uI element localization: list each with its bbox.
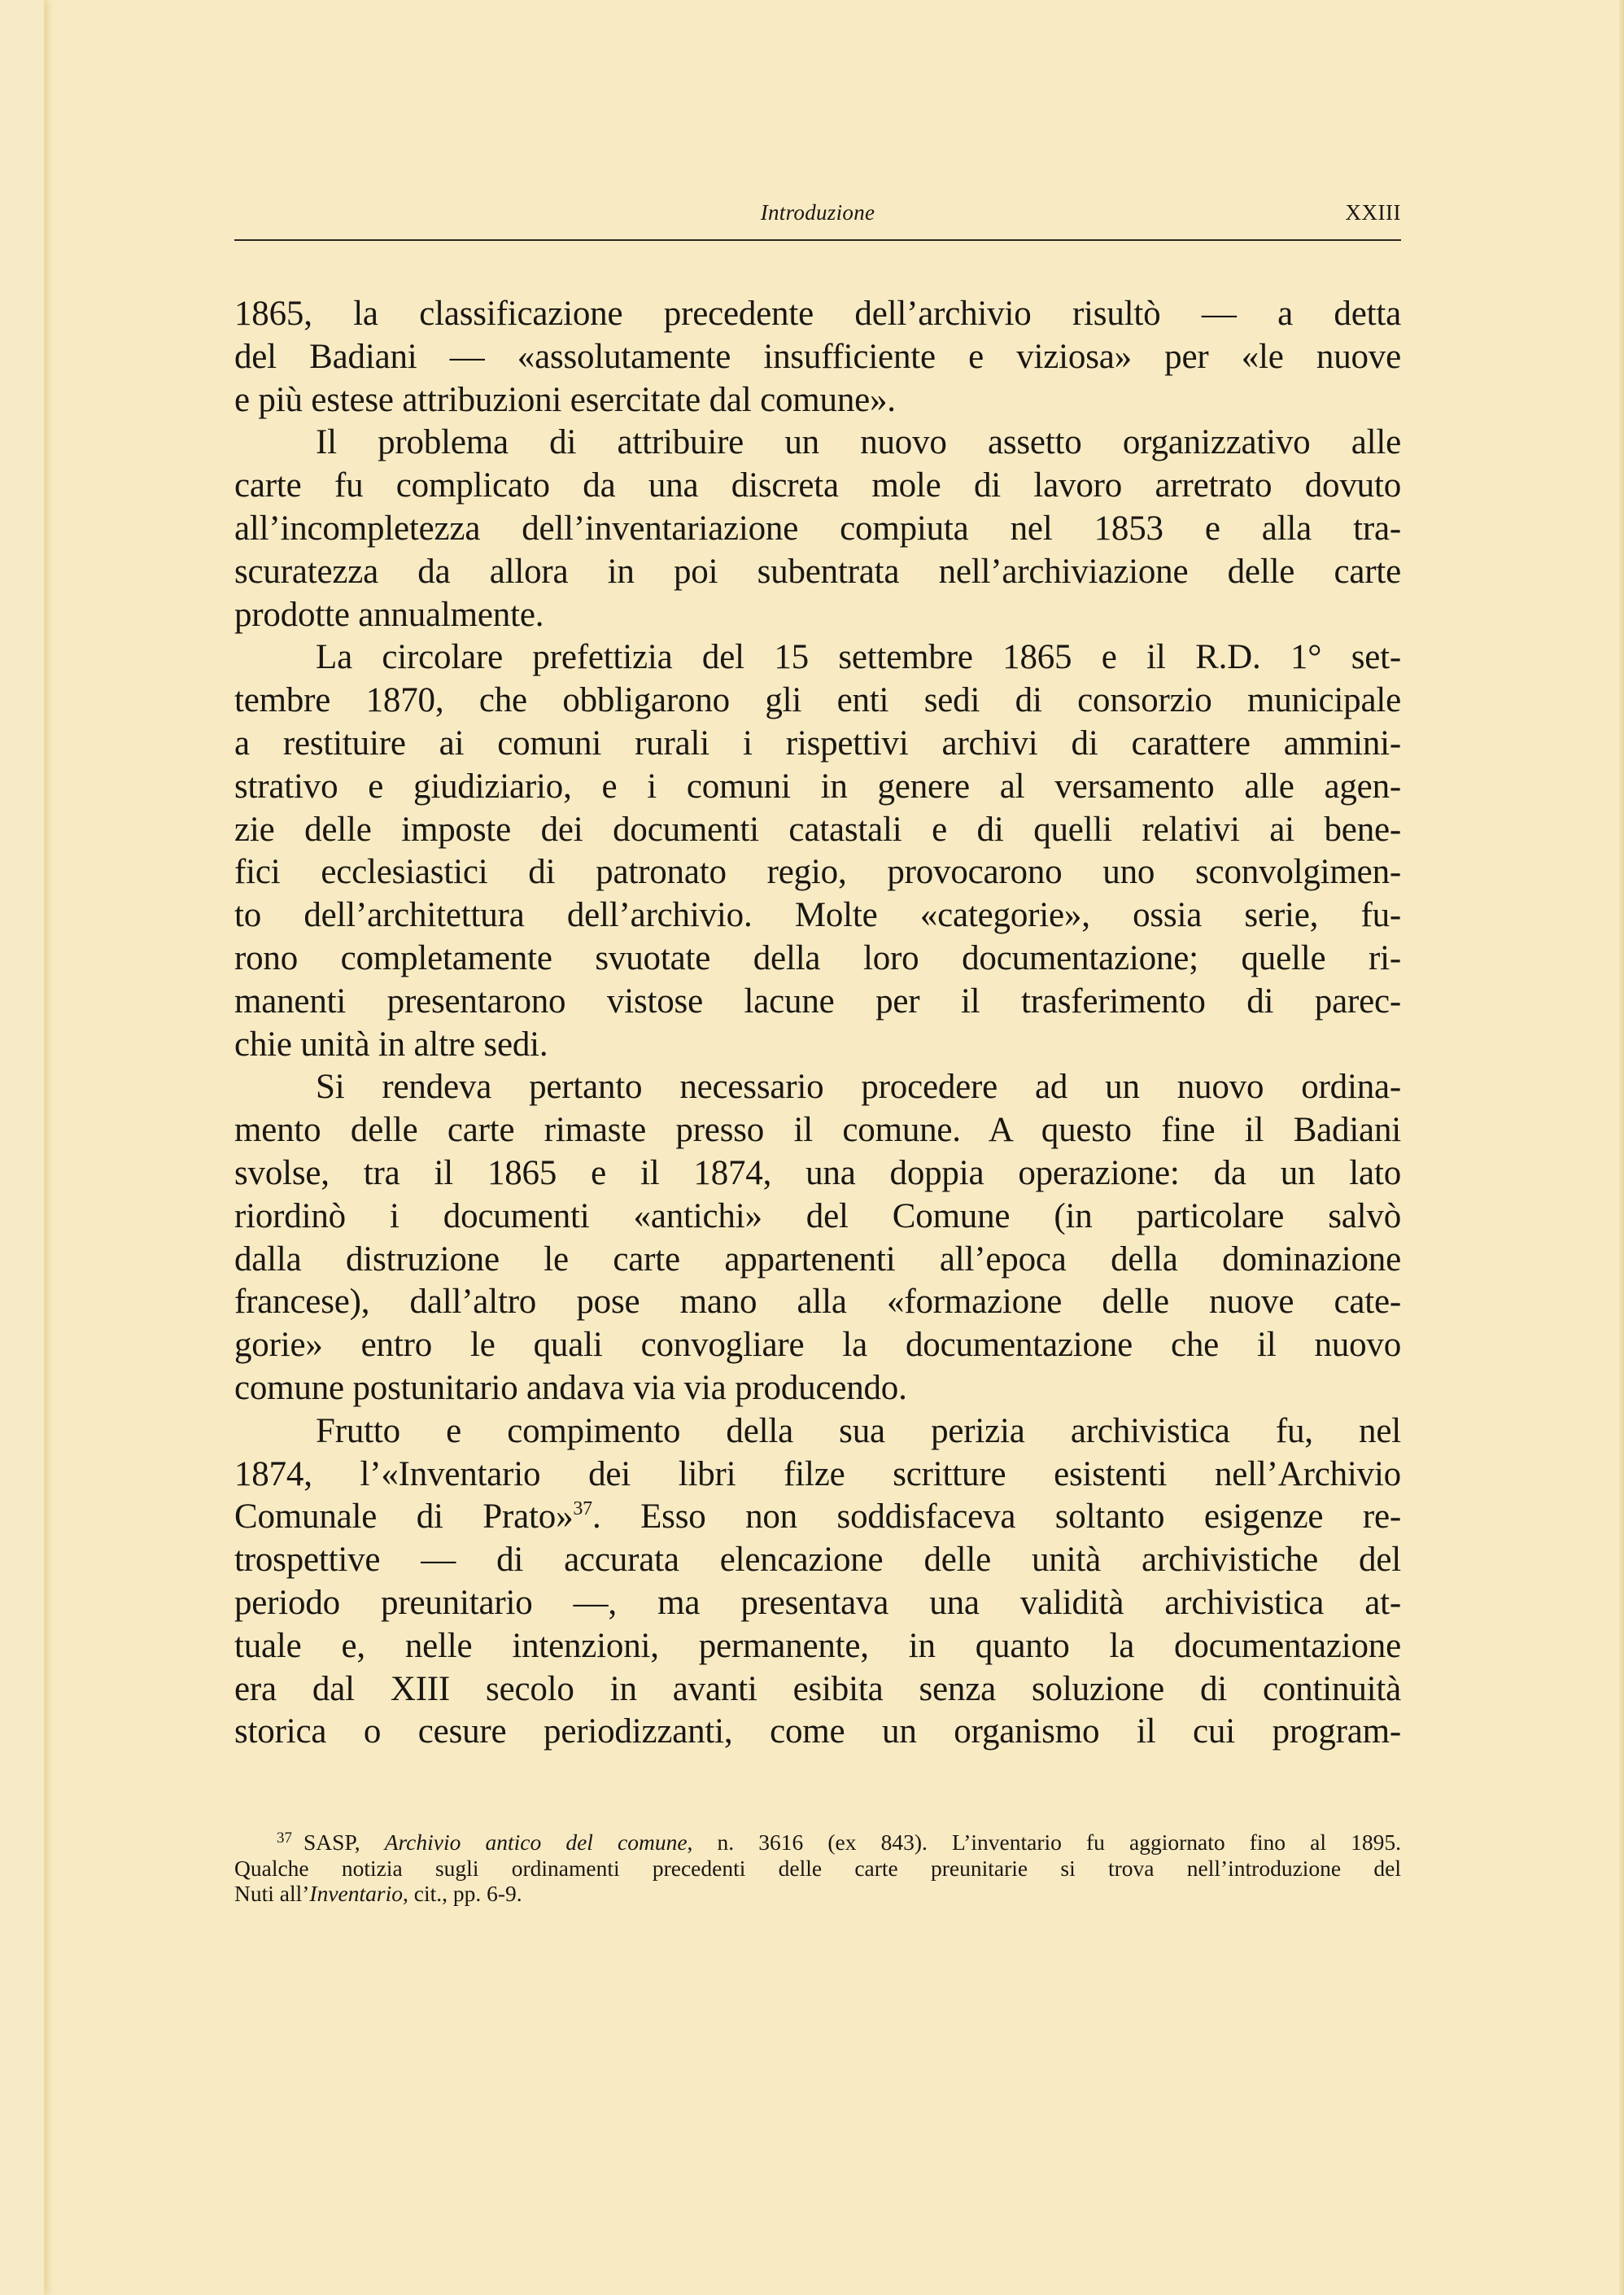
running-head-title: Introduzione <box>760 200 875 225</box>
page-number: XXIII <box>1345 200 1401 225</box>
paragraph-start-line: Si rendeva pertanto necessario procedere ad un nuovo ordina- <box>316 1068 1401 1107</box>
text-line: to dell’architettura dell’archivio. Molte «categorie», ossia serie, fu- <box>234 896 1401 935</box>
footnote-text: , n. 3616 (ex 843). L’inventario fu aggiornato fino al 1895. <box>687 1829 1401 1855</box>
footnote-title-italic: Inventario <box>309 1881 403 1906</box>
footnote-text: , cit., pp. 6-9. <box>402 1881 522 1906</box>
text-line: zie delle imposte dei documenti catastali e di quelli relativi ai bene- <box>234 810 1401 849</box>
page-edge-left <box>0 0 45 2295</box>
text-line: del Badiani — «assolutamente insufficiente e viziosa» per «le nuove <box>234 337 1401 376</box>
text-line: gorie» entro le quali convogliare la documentazione che il nuovo <box>234 1326 1401 1365</box>
text-line: e più estese attribuzioni esercitate dal comune». <box>234 380 896 419</box>
text-line: mento delle carte rimaste presso il comune. A questo fine il Badiani <box>234 1111 1401 1150</box>
footnote-line <box>234 1829 1401 1856</box>
text-line: 1865, la classificazione precedente dell’archivio risultò — a detta <box>234 295 1401 333</box>
text-line: dalla distruzione le carte appartenenti all’epoca della dominazione <box>234 1239 1401 1279</box>
text-line: comune postunitario andava via via producendo. <box>234 1368 907 1407</box>
text-line: strativo e giudiziario, e i comuni in genere al versamento alle agen- <box>234 767 1401 806</box>
footnote-text: SASP, <box>303 1829 385 1855</box>
text-line: carte fu complicato da una discreta mole di lavoro arretrato dovuto <box>234 466 1401 505</box>
text-line: periodo preunitario —, ma presentava una validità archivistica at- <box>234 1583 1401 1622</box>
text-line: all’incompletezza dell’inventariazione compiuta nel 1853 e alla tra- <box>234 509 1401 548</box>
text-line: prodotte annualmente. <box>234 595 544 634</box>
text-line: tuale e, nelle intenzioni, permanente, in quanto la documentazione <box>234 1626 1401 1665</box>
text-line: riordinò i documenti «antichi» del Comune (in particolare salvò <box>234 1196 1401 1235</box>
footnote-title-italic: Archivio antico del comune <box>384 1829 688 1855</box>
page-edge-right <box>1619 0 1624 2295</box>
text-line: francese), dall’altro pose mano alla «formazione delle nuove cate- <box>234 1283 1401 1322</box>
text-line: storica o cesure periodizzanti, come un organismo il cui program- <box>234 1712 1401 1751</box>
paragraph-start-line: Frutto e compimento della sua perizia archivistica fu, nel <box>316 1411 1401 1450</box>
text-segment: Comunale di Prato» <box>234 1497 574 1537</box>
running-head <box>234 200 1401 241</box>
text-segment: . Esso non soddisfaceva soltanto esigenze re- <box>592 1497 1401 1537</box>
text-line: scuratezza da allora in poi subentrata nell’archiviazione delle carte <box>234 552 1401 591</box>
text-line: trospettive — di accurata elencazione delle unità archivistiche del <box>234 1541 1401 1580</box>
text-line: 1874, l’«Inventario dei libri filze scritture esistenti nell’Archivio <box>234 1454 1401 1493</box>
text-line: a restituire ai comuni rurali i rispettivi archivi di carattere ammini- <box>234 723 1401 763</box>
text-line: manenti presentarono vistose lacune per il trasferimento di parec- <box>234 981 1401 1021</box>
paragraph-start-line: La circolare prefettizia del 15 settembre 1865 e il R.D. 1° set- <box>316 638 1401 677</box>
text-line: fici ecclesiastici di patronato regio, provocarono uno sconvolgimen- <box>234 853 1401 892</box>
text-line: svolse, tra il 1865 e il 1874, una doppia operazione: da un lato <box>234 1153 1401 1192</box>
body-text <box>234 293 1401 1754</box>
footnotes <box>234 1829 1401 1907</box>
paragraph-start-line: Il problema di attribuire un nuovo assetto organizzativo alle <box>316 423 1401 462</box>
text-line: era dal XIII secolo in avanti esibita senza soluzione di continuità <box>234 1669 1401 1708</box>
footnote-text: Nuti all’ <box>234 1881 310 1906</box>
footnote-line <box>234 1881 1401 1907</box>
text-line: chie unità in altre sedi. <box>234 1025 548 1064</box>
footnote-number: 37 <box>277 1829 292 1847</box>
footnote-reference[interactable]: 37 <box>573 1498 592 1520</box>
text-line: rono completamente svuotate della loro documentazione; quelle ri- <box>234 938 1401 977</box>
footnote-line: Qualche notizia sugli ordinamenti precedenti delle carte preunitarie si trova nell’introduzione del <box>234 1855 1401 1881</box>
text-line-with-footnote <box>234 1496 1401 1539</box>
text-line: tembre 1870, che obbligarono gli enti sedi di consorzio municipale <box>234 681 1401 720</box>
